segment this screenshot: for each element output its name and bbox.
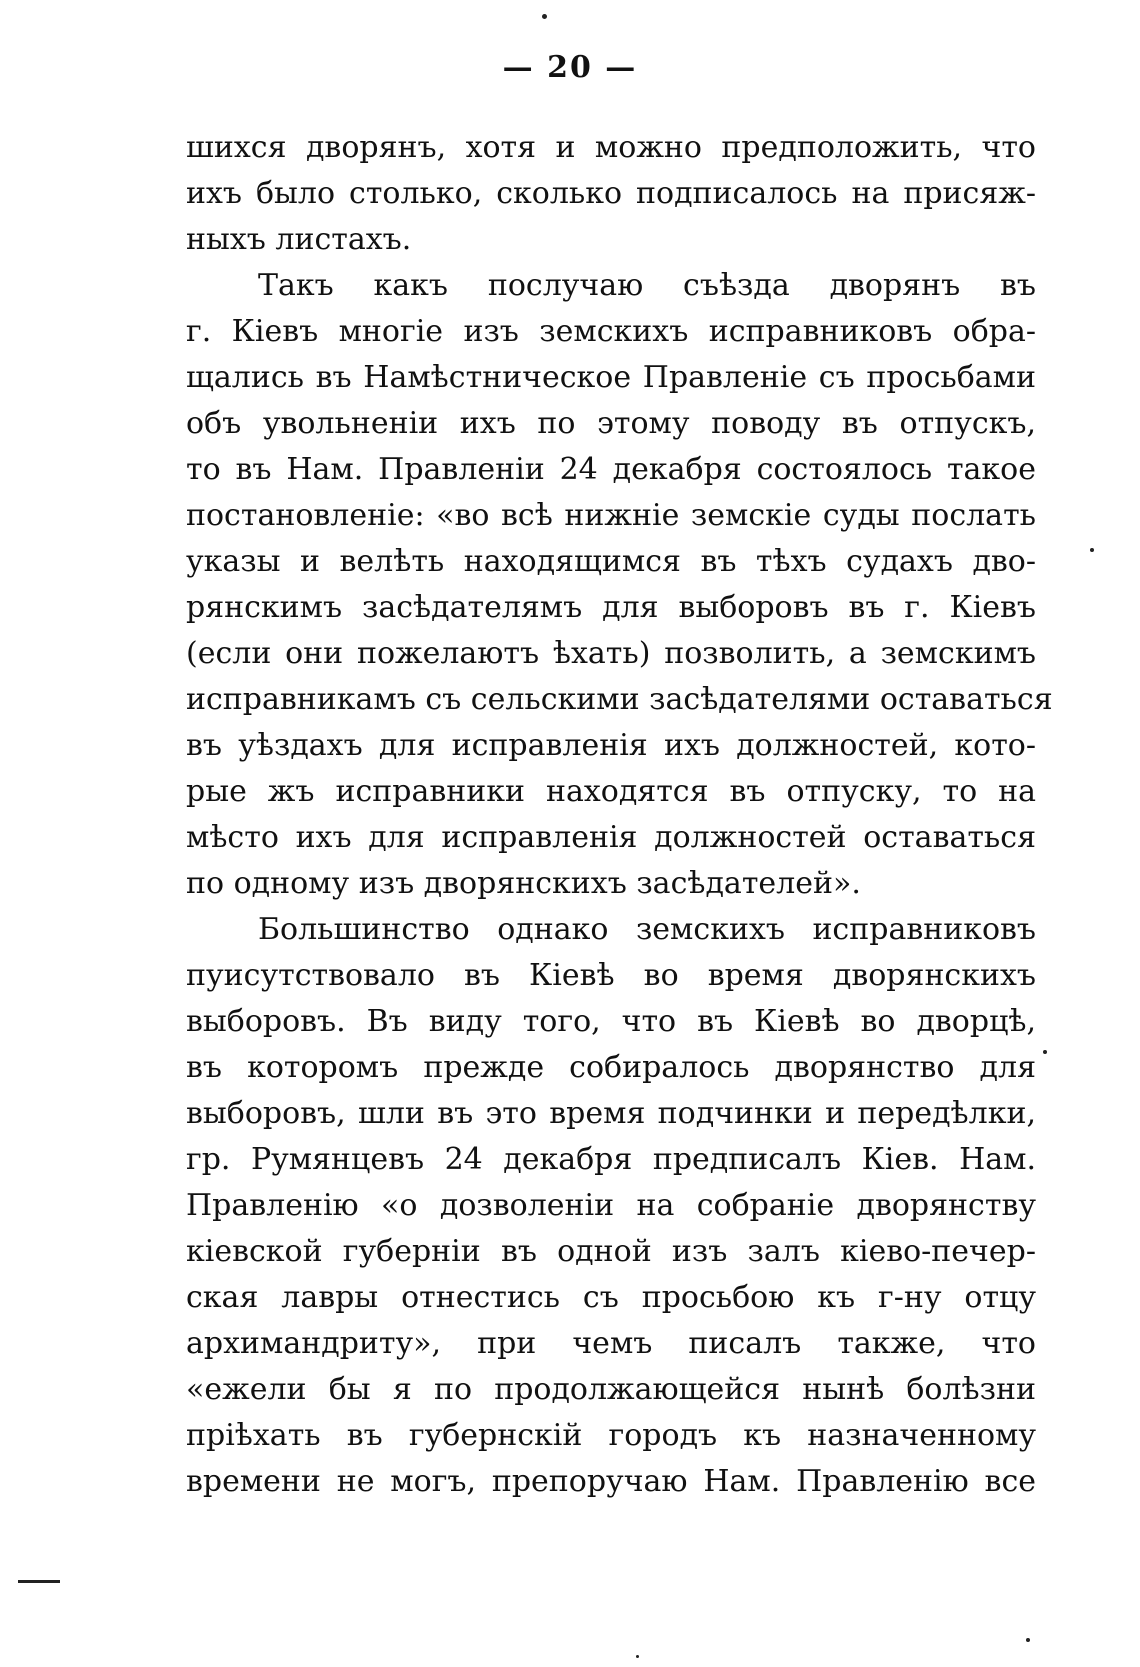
body-text (186, 125, 1053, 1505)
text-line: въ уѣздахъ для исправленія ихъ должностей, кото- (186, 728, 1036, 763)
paragraph-3 (186, 907, 1036, 1505)
text-line: (если они пожелаютъ ѣхать) позволить, а земскимъ (186, 636, 1036, 671)
paragraph-2 (186, 263, 1053, 907)
text-line: времени не могъ, препоручаю Нам. Правленію все (186, 1464, 1036, 1499)
text-line: архимандриту», при чемъ писалъ также, что (186, 1326, 1036, 1361)
text-line: шихся дворянъ, хотя и можно предположить, что (186, 130, 1036, 165)
scan-speck (1090, 548, 1094, 552)
text-line: Такъ какъ послучаю съѣзда дворянъ въ (258, 268, 1036, 303)
scan-dash-mark (18, 1580, 60, 1583)
scan-speck (1043, 1050, 1047, 1054)
scan-speck (542, 14, 547, 19)
text-line: ская лавры отнестись съ просьбою къ г-ну отцу (186, 1280, 1036, 1315)
text-line: гр. Румянцевъ 24 декабря предписалъ Кіев. Нам. (186, 1142, 1036, 1177)
page-number: — 20 — (502, 50, 638, 85)
scan-speck (1026, 1638, 1030, 1642)
scan-speck (636, 1655, 639, 1658)
text-line: выборовъ, шли въ это время подчинки и передѣлки, (186, 1096, 1036, 1131)
text-line: мѣсто ихъ для исправленія должностей оставаться (186, 820, 1036, 855)
paragraph-1 (186, 125, 1036, 263)
text-line: рые жъ исправники находятся въ отпуску, то на (186, 774, 1036, 809)
text-line: пуисутствовало въ Кіевѣ во время дворянскихъ (186, 958, 1036, 993)
text-line: указы и велѣть находящимся въ тѣхъ судахъ дво- (186, 544, 1036, 579)
text-line: Правленію «о дозволеніи на собраніе дворянству (186, 1188, 1036, 1223)
text-line: кіевской губерніи въ одной изъ залъ кіево-печер- (186, 1234, 1036, 1269)
text-line: ныхъ листахъ. (186, 222, 412, 257)
text-line: щались въ Намѣстническое Правленіе съ просьбами (186, 360, 1036, 395)
text-line: выборовъ. Въ виду того, что въ Кіевѣ во дворцѣ, (186, 1004, 1036, 1039)
text-line: пріѣхать въ губернскій городъ къ назначенному (186, 1418, 1036, 1453)
text-line: ихъ было столько, сколько подписалось на присяж- (186, 176, 1036, 211)
text-line: Большинство однако земскихъ исправниковъ (258, 912, 1036, 947)
text-line: «ежели бы я по продолжающейся нынѣ болѣзни (186, 1372, 1036, 1407)
text-line: въ которомъ прежде собиралось дворянство для (186, 1050, 1036, 1085)
text-line: рянскимъ засѣдателямъ для выборовъ въ г. Кіевъ (186, 590, 1036, 625)
text-line: по одному изъ дворянскихъ засѣдателей». (186, 866, 861, 901)
text-line: г. Кіевъ многіе изъ земскихъ исправниковъ обра- (186, 314, 1036, 349)
text-line: то въ Нам. Правленіи 24 декабря состоялось такое (186, 452, 1036, 487)
text-line: постановленіе: «во всѣ нижніе земскіе суды послать (186, 498, 1036, 533)
text-line: исправникамъ съ сельскими засѣдателями оставаться (186, 682, 1053, 717)
text-line: объ увольненіи ихъ по этому поводу въ отпускъ, (186, 406, 1036, 441)
